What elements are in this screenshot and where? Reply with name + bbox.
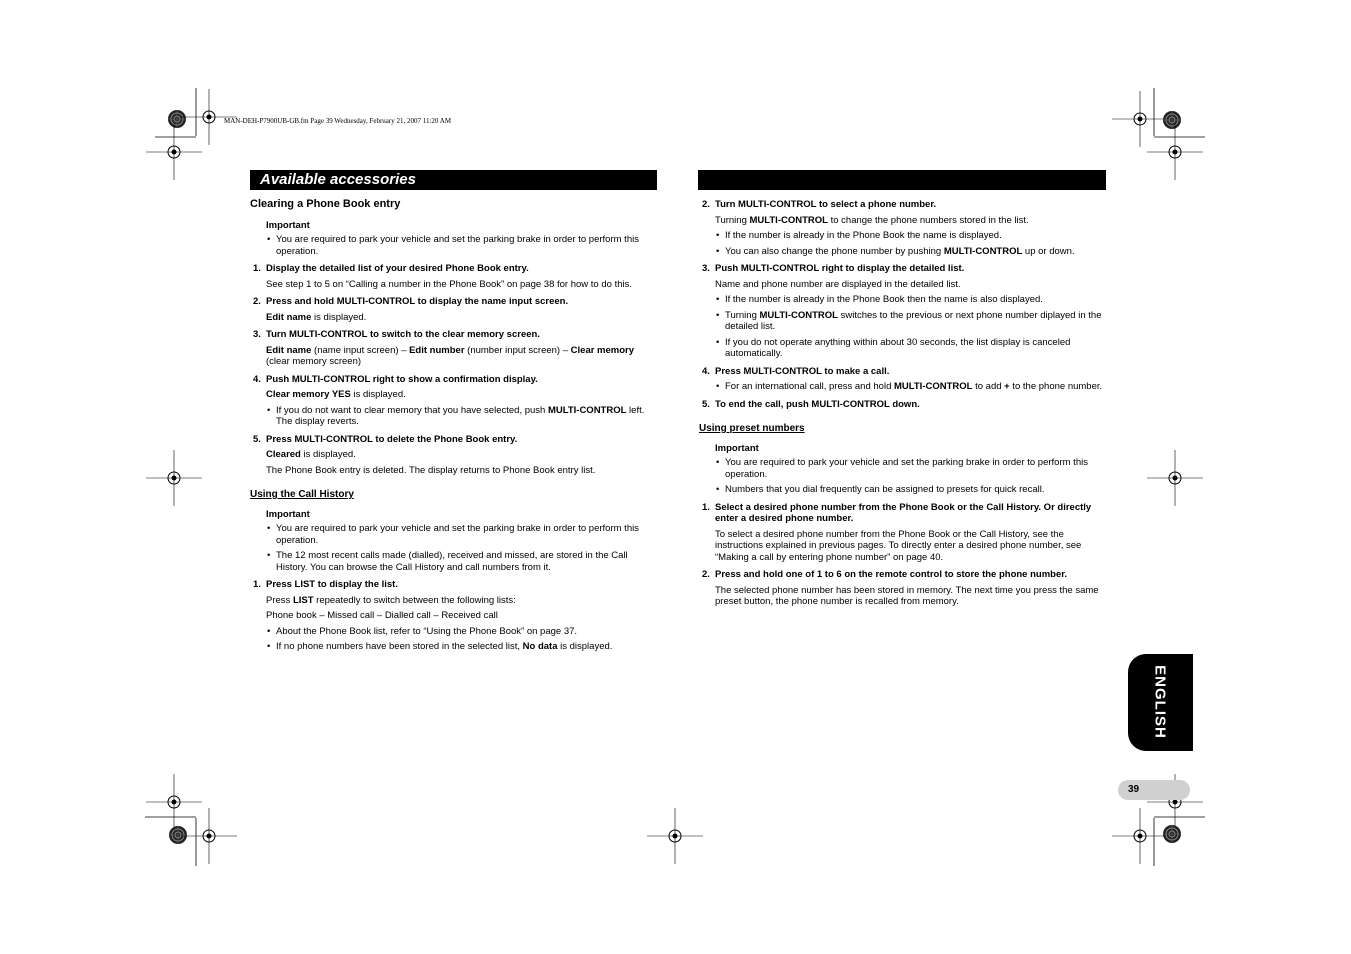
- step-1: 1. Select a desired phone number from the Phone Book or the Call History. Or directly enter a desired phone number.: [702, 501, 1092, 524]
- step-1: 1. Display the detailed list of your desired Phone Book entry.: [253, 263, 529, 274]
- step-1: 1. Press LIST to display the list.: [253, 579, 398, 590]
- step-4: 4. Push MULTI-CONTROL right to show a confirmation display.: [253, 373, 538, 385]
- step-text: Phone book – Missed call – Dialled call – Received call: [266, 610, 498, 621]
- bullet: • If you do not operate anything within about 30 seconds, the list display is canceled automatically.: [725, 337, 1106, 360]
- page-number-badge: [1118, 780, 1190, 800]
- bullet: • You are required to park your vehicle and set the parking brake in order to perform this operation.: [276, 234, 658, 257]
- important-label: Important: [266, 508, 310, 520]
- step-3: 3. Turn MULTI-CONTROL to switch to the clear memory screen.: [253, 329, 540, 340]
- bullet: • You are required to park your vehicle and set the parking brake in order to perform this operation.: [276, 523, 658, 546]
- step-text: Turning MULTI-CONTROL to change the phone numbers stored in the list.: [715, 214, 1029, 226]
- bullet: • If the number is already in the Phone Book the name is displayed.: [725, 230, 1106, 242]
- heading-using-call-history: Using the Call History: [250, 489, 354, 500]
- bullet: • If you do not want to clear memory that you have selected, push MULTI-CONTROL left. The display reverts.: [276, 405, 658, 428]
- step-text: Edit name is displayed.: [266, 311, 367, 323]
- step-text: The Phone Book entry is deleted. The display returns to Phone Book entry list.: [266, 464, 596, 476]
- step-2: 2. Turn MULTI-CONTROL to select a phone number.: [702, 199, 937, 210]
- step-5: 5. To end the call, push MULTI-CONTROL down.: [702, 398, 920, 410]
- bullet: • You are required to park your vehicle and set the parking brake in order to perform this operation.: [725, 457, 1106, 480]
- page-number: 39: [1128, 784, 1140, 795]
- important-label: Important: [266, 219, 310, 231]
- heading-using-preset-numbers: Using preset numbers: [699, 423, 805, 434]
- bullet: • For an international call, press and hold MULTI-CONTROL to add + to the phone number.: [725, 381, 1106, 393]
- step-text: Cleared is displayed.: [266, 449, 356, 460]
- step-text: See step 1 to 5 on “Calling a number in the Phone Book” on page 38 for how to do this.: [266, 278, 632, 290]
- step-text: To select a desired phone number from the Phone Book or the Call History, see the instructions explained in previous pages. To directly enter a desired phone number, see “Making a call by entering phone number” on page 40.: [715, 528, 1082, 563]
- step-2: 2. Press and hold MULTI-CONTROL to display the name input screen.: [253, 296, 569, 307]
- section-title-bar: [250, 170, 657, 190]
- bullet: • Turning MULTI-CONTROL switches to the previous or next phone number diplayed in the detailed list.: [725, 310, 1106, 333]
- right-column: [699, 199, 1106, 612]
- left-column: [250, 199, 658, 657]
- step-2: 2. Press and hold one of 1 to 6 on the remote control to store the phone number.: [702, 569, 1068, 580]
- bullet: • The 12 most recent calls made (dialled), received and missed, are stored in the Call History. You can browse the Call History and call numbers from it.: [276, 550, 658, 573]
- bullet: • If no phone numbers have been stored in the selected list, No data is displayed.: [276, 641, 658, 653]
- important-label: Important: [715, 442, 759, 454]
- step-text: Edit name (name input screen) – Edit number (number input screen) – Clear memory (clear memory screen): [266, 344, 635, 367]
- language-label: ENGLISH: [1151, 665, 1169, 739]
- step-text: The selected phone number has been stored in memory. The next time you press the same preset button, the phone number is recalled from memory.: [715, 584, 1099, 607]
- bullet: • About the Phone Book list, refer to “Using the Phone Book” on page 37.: [276, 626, 658, 638]
- bullet: • You can also change the phone number by pushing MULTI-CONTROL up or down.: [725, 246, 1106, 258]
- step-text: Clear memory YES is displayed.: [266, 389, 406, 400]
- section-title: Available accessories: [260, 171, 416, 188]
- bullet: • If the number is already in the Phone Book then the name is also displayed.: [725, 294, 1106, 306]
- language-side-tab: [1128, 654, 1193, 751]
- section-title-bar-right: [698, 170, 1106, 190]
- step-4: 4. Press MULTI-CONTROL to make a call.: [702, 365, 890, 377]
- step-5: 5. Press MULTI-CONTROL to delete the Phone Book entry.: [253, 433, 518, 445]
- bullet: • Numbers that you dial frequently can be assigned to presets for quick recall.: [725, 484, 1106, 496]
- step-text: Name and phone number are displayed in the detailed list.: [715, 278, 961, 290]
- step-3: 3. Push MULTI-CONTROL right to display the detailed list.: [702, 263, 965, 274]
- file-header-line: MAN-DEH-P7900UB-GB.fm Page 39 Wednesday, February 21, 2007 11:20 AM: [224, 117, 452, 125]
- step-text: Press LIST repeatedly to switch between the following lists:: [266, 594, 516, 606]
- heading-clearing-phone-book: Clearing a Phone Book entry: [250, 198, 401, 210]
